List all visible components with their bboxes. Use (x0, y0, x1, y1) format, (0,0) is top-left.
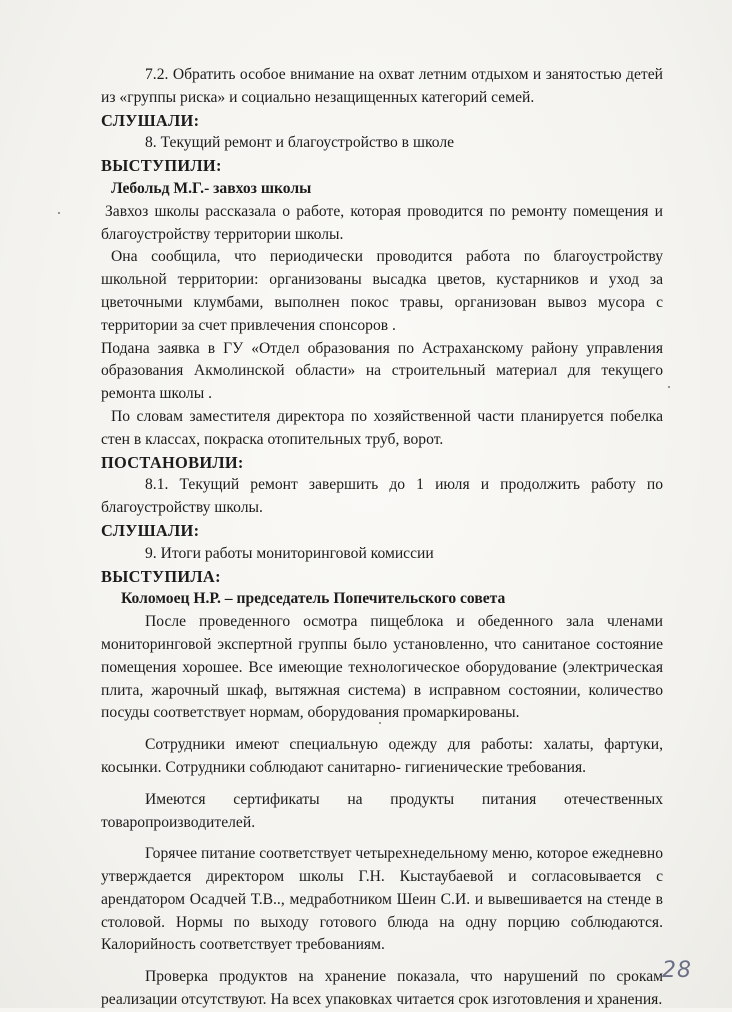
paragraph-improvement-work: Она сообщила, что периодически проводится работа по благоустройству школьной территории: организованы высадка цветов, кустарников и уход за цветочными клумбами, выполнен покос травы, организован вывоз мусора с территории за счет привлечения спонсоров . (101, 248, 663, 334)
paragraph-application: Подана заявка в ГУ «Отдел образования по Астраханскому району управления образования Акмолинской области» на строительный материал для текущего ремонта школы . (101, 339, 663, 403)
scan-speck (668, 386, 670, 388)
heading-spoke-1: ВЫСТУПИЛИ: (101, 156, 222, 176)
paragraph-certificates: Имеются сертификаты на продукты питания отечественных товаропроизводителей. (101, 790, 663, 831)
agenda-item-9: 9. Итоги работы мониторинговой комиссии (145, 544, 434, 562)
heading-listened-2: СЛУШАЛИ: (101, 520, 200, 540)
scan-speck (379, 722, 381, 724)
paragraph-hot-meals: Горячее питание соответствует четырехнедельному меню, которое ежедневно утверждается директором школы Г.Н. Кыстаубаевой и согласовывается с арендатором Осадчей Т.В.., медработником Шеин С.И. и вывешивается на стенде в столовой. Нормы по выходу готового блюда на одну порцию соблюдаются. Калорийность соответствует требованиям. (101, 845, 663, 954)
scan-speck (58, 212, 60, 214)
speaker-kolomoets: Коломоец Н.Р. – председатель Попечительского совета (121, 590, 506, 608)
agenda-item-8: 8. Текущий ремонт и благоустройство в школе (145, 134, 455, 152)
paragraph-7-2: 7.2. Обратить особое внимание на охват летним отдыхом и занятостью детей из «группы риска» и социально незащищенных категорий семей. (101, 66, 663, 106)
paragraph-staff: Сотрудники имеют специальную одежду для работы: халаты, фартуки, косынки. Сотрудники соблюдают санитарно- гигиенические требования. (101, 736, 663, 776)
paragraph-zavhoz-report: Завхоз школы рассказала о работе, которая проводится по ремонту помещения и благоустройству территории школы. (101, 202, 663, 243)
paragraph-storage-check: Проверка продуктов на хранение показала, что нарушений по срокам реализации отсутствуют. На всех упаковках читается срок изготовления и хранения. (101, 968, 663, 1009)
paragraph-inspection: После проведенного осмотра пищеблока и обеденного зала членами мониторинговой экспертной группы было установленно, что санитаное состояние помещения хорошее. Все имеющие технологическое оборудование (электрическая плита, жарочный шкаф, вытяжная система) в исправном состоянии, количество посуды соответствует нормам, оборудования промаркированы. (101, 613, 663, 722)
paragraph-resolution-8-1: 8.1. Текущий ремонт завершить до 1 июля и продолжить работу по благоустройству школы. (101, 476, 663, 517)
document-body (101, 64, 663, 1012)
paragraph-deputy-plans: По словам заместителя директора по хозяйственной части планируется побелка стен в классах, покраска отопительных труб, ворот. (101, 407, 663, 448)
heading-listened-1: СЛУШАЛИ: (101, 110, 200, 130)
heading-resolved: ПОСТАНОВИЛИ: (101, 452, 244, 472)
speaker-lebold: Лебольд М.Г.- завхоз школы (111, 179, 312, 197)
heading-spoke-2: ВЫСТУПИЛА: (101, 566, 221, 586)
handwritten-page-number: 28 (662, 958, 692, 983)
